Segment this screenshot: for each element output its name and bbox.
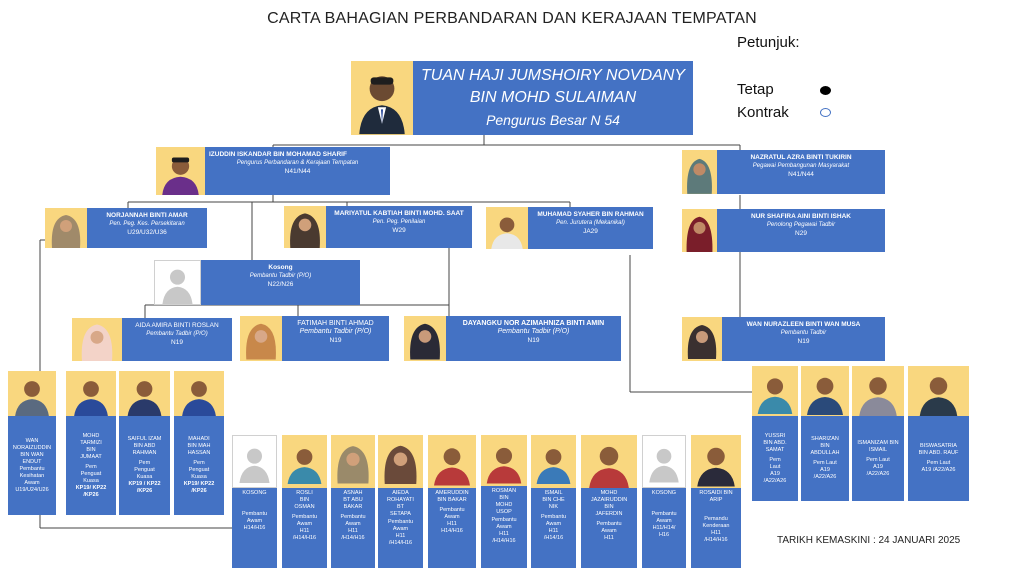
- right-staff-photo-2: [801, 366, 849, 416]
- bottom-staff-box-3: [331, 488, 375, 568]
- right-staff-box-4: [908, 416, 969, 501]
- left-staff-box-2: [66, 416, 116, 515]
- last-updated: TARIKH KEMASKINI : 24 JANUARI 2025: [777, 535, 961, 546]
- bottom-staff-box-9: [642, 488, 686, 568]
- bottom-staff-name-7: ISMAIL BIN CHE NIK: [542, 490, 565, 510]
- level2-left-grade: N41/N44: [284, 168, 311, 175]
- level4-role-4: Pembantu Tadbir: [780, 330, 827, 336]
- head-role: Pengurus Besar N 54: [486, 112, 620, 128]
- head-photo: [351, 61, 413, 135]
- bottom-staff-name-9: KOSONG: [651, 490, 677, 496]
- level3-role-2: Pen. Peg. Penilaian: [372, 219, 426, 225]
- bottom-staff-box-4: [378, 488, 423, 568]
- vacant-admin-name: Kosong: [268, 264, 293, 271]
- vacant-admin-grade: N22/N26: [267, 281, 294, 288]
- bottom-staff-role-3: Pembantu Awam: [340, 514, 366, 527]
- bottom-staff-grade-5: H11 H14/H16: [441, 521, 463, 534]
- left-staff-name-2: MOHD TARMIZI BIN JUMAAT: [80, 432, 102, 460]
- level3-box-1: [87, 208, 207, 248]
- level2-right-name: NAZRATUL AZRA BINTI TUKIRIN: [750, 154, 852, 161]
- chart-title: CARTA BAHAGIAN PERBANDARAN DAN KERAJAAN TEMPATAN: [267, 10, 757, 27]
- head-name-line1: TUAN HAJI JUMSHOIRY NOVDANY: [420, 67, 686, 84]
- bottom-staff-role-4: Pembantu Awam: [387, 519, 414, 532]
- level3-grade-2: W29: [392, 227, 406, 234]
- level4-photo-1: [72, 318, 122, 361]
- bottom-staff-photo-9: [642, 435, 686, 488]
- head-box: [413, 61, 693, 135]
- bottom-staff-box-1: [232, 488, 277, 568]
- level2-left-photo: [156, 147, 205, 195]
- level4-photo-2: [240, 316, 282, 361]
- left-staff-photo-2: [66, 371, 116, 416]
- level3-grade-3: JA29: [583, 228, 598, 235]
- level4-box-3: [446, 316, 621, 361]
- left-staff-grade-3: KP19 / KP22 /KP26: [128, 481, 161, 494]
- level4-box-1: [122, 318, 232, 361]
- bottom-staff-box-7: [531, 488, 576, 568]
- bottom-staff-grade-4: H11 /H14/H16: [388, 533, 413, 546]
- legend-title: Petunjuk:: [737, 34, 800, 51]
- right-staff-photo-1: [752, 366, 798, 416]
- right-staff-photo-3: [852, 366, 904, 416]
- right-staff-photo-4: [908, 366, 969, 416]
- contract-marker-icon: [820, 108, 831, 117]
- bottom-staff-grade-3: H11 /H14/H16: [341, 528, 365, 541]
- vacant-admin-photo: [154, 260, 201, 305]
- level4-box-2: [282, 316, 389, 361]
- bottom-staff-grade-9: H11/H14/ H16: [652, 525, 676, 538]
- right-staff-name-1: YUSSRI BIN ABD. SAMAT: [763, 432, 787, 453]
- bottom-staff-grade-8: H11: [604, 535, 614, 541]
- left-staff-role-1: Pembantu Kesihatan Awam: [19, 465, 45, 486]
- right-staff-grade-3: A19 /A22/A26: [866, 463, 890, 477]
- bottom-staff-box-5: [428, 488, 476, 568]
- bottom-staff-box-10: [691, 488, 741, 568]
- level3-name-4: NUR SHAFIRA AINI BINTI ISHAK: [751, 213, 851, 220]
- left-staff-name-3: SAIFUL IZAM BIN ABD RAHMAN: [127, 436, 162, 456]
- left-staff-photo-4: [174, 371, 224, 416]
- right-staff-role-4: Pem Laut: [926, 460, 951, 466]
- bottom-staff-grade-2: H11 /H14/H16: [292, 528, 317, 541]
- bottom-staff-grade-1: H14/H16: [243, 525, 266, 531]
- bottom-staff-name-10: ROSAIDI BIN ARIP: [699, 490, 733, 503]
- bottom-staff-photo-2: [282, 435, 327, 488]
- vacant-admin-role: Pembantu Tadbir (P/O): [249, 273, 312, 279]
- level3-box-2: [326, 206, 472, 248]
- level2-left-name: IZUDDIN ISKANDAR BIN MOHAMAD SHARIF: [209, 151, 347, 158]
- level3-name-2: MARIYATUL KABTIAH BINTI MOHD. SAAT: [334, 210, 464, 217]
- level3-role-3: Pen. Jurutera (Mekanikal): [556, 220, 625, 226]
- level4-role-1: Pembantu Tadbir (P/O): [146, 331, 208, 337]
- left-staff-grade-4: KP19/ KP22 /KP26: [183, 481, 215, 494]
- left-staff-grade-2: KP19/ KP22 /KP26: [75, 484, 107, 498]
- level4-role-2: Pembantu Tadbir (P/O): [299, 328, 372, 335]
- right-staff-name-4: BISWASATRIA BIN ABD. RAUF: [918, 443, 959, 456]
- bottom-staff-photo-5: [428, 435, 476, 488]
- left-staff-name-1: WAN NORAIZUDDIN BIN WAN ENDUT: [12, 437, 52, 465]
- right-staff-grade-2: A19 /A22/A26: [813, 467, 837, 480]
- left-staff-photo-1: [8, 371, 56, 416]
- level3-photo-4: [682, 209, 717, 252]
- left-staff-name-4: MAHADI BIN MAH HASSAN: [187, 436, 211, 456]
- left-staff-grade-1: U19/U24/U26: [15, 486, 49, 493]
- left-staff-box-3: [119, 416, 170, 515]
- level2-right-box: [717, 150, 885, 194]
- right-staff-box-2: [801, 416, 849, 501]
- bottom-staff-box-2: [282, 488, 327, 568]
- level3-box-3: [528, 207, 653, 249]
- bottom-staff-role-1: Pembantu Awam: [241, 511, 268, 524]
- head-name-line2: BIN MOHD SULAIMAN: [469, 89, 637, 106]
- level4-grade-2: N19: [329, 337, 342, 344]
- level4-grade-3: N19: [527, 337, 540, 344]
- bottom-staff-photo-4: [378, 435, 423, 488]
- level4-role-3: Pembantu Tadbir (P/O): [497, 328, 570, 335]
- level3-photo-1: [45, 208, 87, 248]
- bottom-staff-photo-8: [581, 435, 637, 488]
- legend-label-kontrak: Kontrak: [737, 104, 789, 121]
- level3-box-4: [717, 209, 885, 252]
- right-staff-grade-1: A19 /A22/A26: [763, 470, 787, 484]
- bottom-staff-box-6: [481, 486, 527, 568]
- level4-grade-4: N19: [797, 338, 810, 345]
- level3-name-1: NORJANNAH BINTI AMAR: [106, 212, 188, 219]
- bottom-staff-name-3: ASNAH BT ABU BAKAR: [343, 490, 363, 510]
- right-staff-grade-4: A19 /A22/A26: [921, 467, 956, 473]
- bottom-staff-role-5: Pembantu Awam: [439, 507, 465, 520]
- level2-right-grade: N41/N44: [788, 171, 814, 178]
- bottom-staff-role-10: Pemandu Kenderaan: [702, 516, 730, 529]
- bottom-staff-name-6: ROSMAN BIN MOHD USOP: [491, 488, 517, 515]
- level4-name-1: AIDA AMIRA BINTI ROSLAN: [135, 322, 219, 329]
- level3-grade-4: N29: [795, 230, 807, 237]
- bottom-staff-grade-10: H11 /H14/H16: [704, 530, 728, 543]
- level4-photo-4: [682, 317, 722, 361]
- level3-name-3: MUHAMAD SYAHER BIN RAHMAN: [537, 211, 644, 218]
- bottom-staff-photo-10: [691, 435, 741, 488]
- bottom-staff-name-4: AIEDA ROHAYATI BT SETAPA: [387, 490, 414, 517]
- bottom-staff-photo-7: [531, 435, 576, 488]
- bottom-staff-grade-6: H11 /H14/H16: [492, 531, 516, 544]
- level2-left-role: Pengurus Perbandaran & Kerajaan Tempatan: [236, 160, 359, 166]
- level3-role-1: Pen. Peg. Kes. Persekitaran: [109, 221, 185, 227]
- level4-grade-1: N19: [171, 339, 183, 346]
- right-staff-role-3: Pem Laut: [866, 456, 890, 463]
- bottom-staff-grade-7: H11 /H14/16: [543, 528, 564, 541]
- left-staff-photo-3: [119, 371, 170, 416]
- level4-photo-3: [404, 316, 446, 361]
- level4-box-4: [722, 317, 885, 361]
- bottom-staff-role-2: Pembantu Awam: [291, 514, 318, 527]
- bottom-staff-name-1: KOSONG: [242, 490, 267, 496]
- bottom-staff-name-2: ROSLI BIN OSMAN: [294, 490, 315, 510]
- bottom-staff-name-8: MOHD JAZAIRUDDIN BIN JAFERDIN: [590, 490, 628, 517]
- bottom-staff-role-8: Pembantu Awam: [596, 521, 622, 534]
- bottom-staff-photo-6: [481, 435, 527, 486]
- right-staff-role-2: Pem Laut: [813, 460, 837, 466]
- bottom-staff-role-6: Pembantu Awam: [491, 517, 517, 530]
- left-staff-role-4: Pem Penguat Kuasa: [188, 460, 210, 480]
- level3-photo-2: [284, 206, 326, 248]
- level3-role-4: Penolong Pegawai Tadbir: [766, 222, 836, 228]
- right-staff-name-2: SHARIZAN BIN ABDULLAH: [810, 436, 840, 456]
- bottom-staff-photo-1: [232, 435, 277, 488]
- left-staff-role-3: Pem Penguat Kuasa: [134, 460, 155, 480]
- level3-photo-3: [486, 207, 528, 249]
- right-staff-box-3: [852, 416, 904, 501]
- level2-left-box: [205, 147, 390, 195]
- left-staff-role-2: Pem Penguat Kuasa: [80, 463, 102, 484]
- level2-right-role: Pegawai Pembangunan Masyarakat: [752, 163, 850, 169]
- legend-label-tetap: Tetap: [737, 81, 774, 98]
- right-staff-name-3: ISMANIZAM BIN ISMAIL: [857, 439, 899, 453]
- level2-right-photo: [682, 150, 717, 194]
- bottom-staff-role-9: Pembantu Awam: [651, 511, 677, 524]
- right-staff-box-1: [752, 416, 798, 501]
- level3-grade-1: U29/U32/U36: [127, 229, 167, 236]
- bottom-staff-photo-3: [331, 435, 375, 488]
- bottom-staff-name-5: AMERUDDIN BIN BAKAR: [435, 490, 469, 503]
- vacant-admin-box: [201, 260, 360, 305]
- left-staff-box-4: [174, 416, 224, 515]
- bottom-staff-role-7: Pembantu Awam: [540, 514, 567, 527]
- permanent-marker-icon: [820, 86, 831, 95]
- level4-name-4: WAN NURAZLEEN BINTI WAN MUSA: [746, 321, 861, 328]
- right-staff-role-1: Pem Laut: [769, 456, 781, 470]
- left-staff-box-1: [8, 416, 56, 515]
- level4-name-2: FATIMAH BINTI AHMAD: [297, 320, 374, 327]
- bottom-staff-box-8: [581, 488, 637, 568]
- level4-name-3: DAYANGKU NOR AZIMAHNIZA BINTI AMIN: [462, 320, 605, 327]
